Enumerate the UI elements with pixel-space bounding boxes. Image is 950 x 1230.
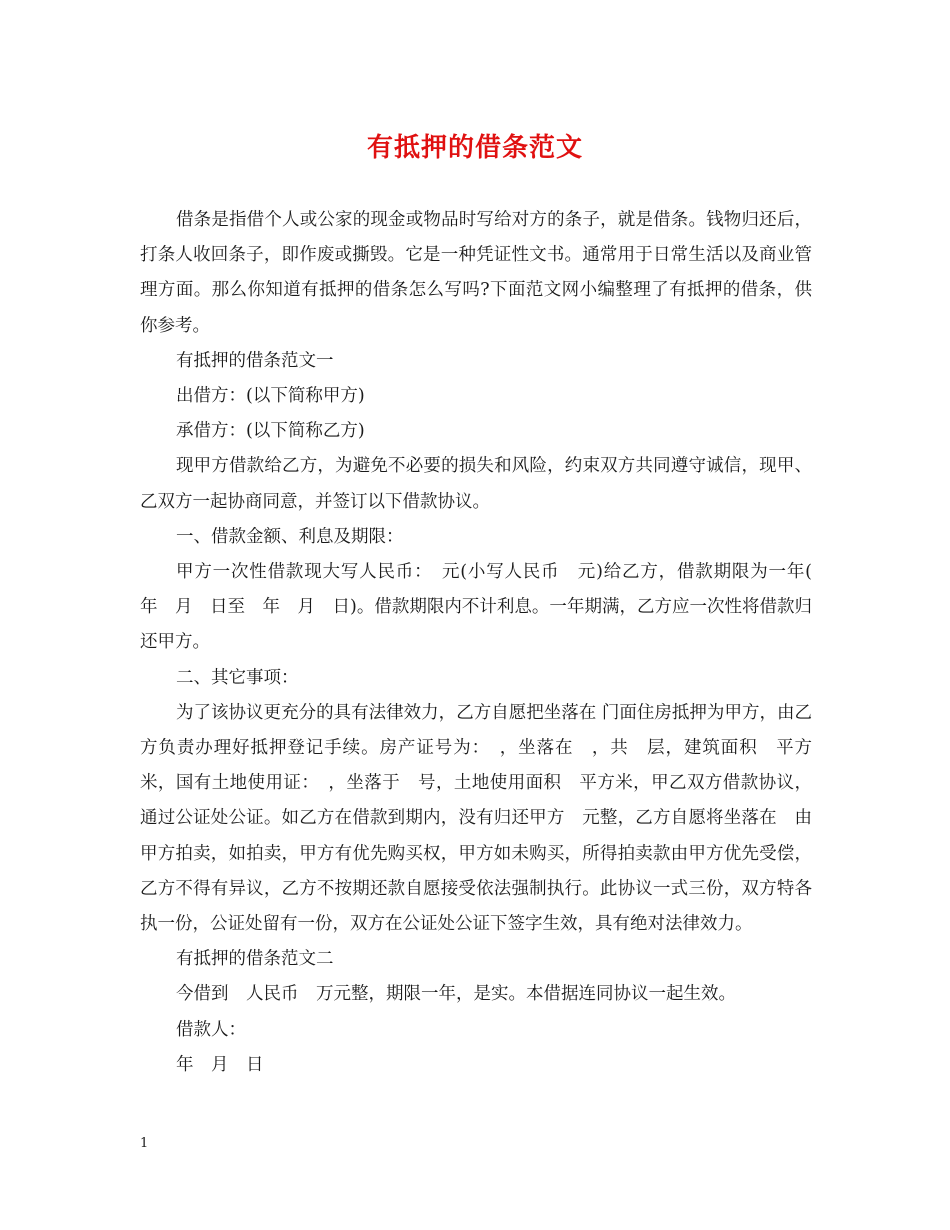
- document-title: 有抵押的借条范文: [366, 133, 583, 163]
- lender-line: 出借方：(以下简称甲方): [176, 386, 365, 407]
- page-number: 1: [140, 1136, 149, 1151]
- date-line: 年 月 日: [176, 1054, 264, 1075]
- clause-heading-amount: 一、借款金额、利息及期限：: [176, 526, 404, 547]
- section-heading-sample-one: 有抵押的借条范文一: [176, 350, 334, 371]
- amount-terms-paragraph: 甲方一次性借款现大写人民币： 元(小写人民币 元)给乙方，借款期限为一年( 年 月 日至 年 月 日)。借款期限内不计利息。一年期满，乙方应一次性将借款归还甲方。: [140, 562, 830, 653]
- section-heading-sample-two: 有抵押的借条范文二: [176, 949, 334, 970]
- mortgage-terms-paragraph: 为了该协议更充分的具有法律效力，乙方自愿把坐落在 门面住房抵押为甲方，由乙方负责办理好抵押登记手续。房产证号为： ，坐落在 ，共 层，建筑面积 平方米，国有土地使用证： ，坐落于 号，土地使用面积 平方米，甲乙双方借款协议，通过公证处公证。如乙方在借款到期内，没有归还甲方 元整，乙方自愿将坐落在 由甲方拍卖，如拍卖，甲方有优先购买权，甲方如未购买，所得拍卖款由甲方优先受偿，乙方不得有异议，乙方不按期还款自愿接受依法强制执行。此协议一式三份，双方特各执一份，公证处留有一份，双方在公证处公证下签字生效，具有绝对法律效力。: [140, 702, 812, 935]
- borrower-signature-line: 借款人：: [176, 1019, 246, 1040]
- agreement-intro-paragraph: 现甲方借款给乙方，为避免不必要的损失和风险，约束双方共同遵守诚信，现甲、乙双方一起协商同意，并签订以下借款协议。: [140, 456, 812, 512]
- borrower-line: 承借方：(以下简称乙方): [176, 421, 365, 442]
- document-body: [140, 203, 830, 1083]
- intro-paragraph: 借条是指借个人或公家的现金或物品时写给对方的条子，就是借条。钱物归还后，打条人收回条子，即作废或撕毁。它是一种凭证性文书。通常用于日常生活以及商业管理方面。那么你知道有抵押的借条怎么写吗?下面范文网小编整理了有抵押的借条，供你参考。: [140, 210, 812, 336]
- short-iou-paragraph: 今借到 人民币 万元整，期限一年，是实。本借据连同协议一起生效。: [176, 984, 736, 1005]
- clause-heading-other: 二、其它事项：: [176, 667, 299, 688]
